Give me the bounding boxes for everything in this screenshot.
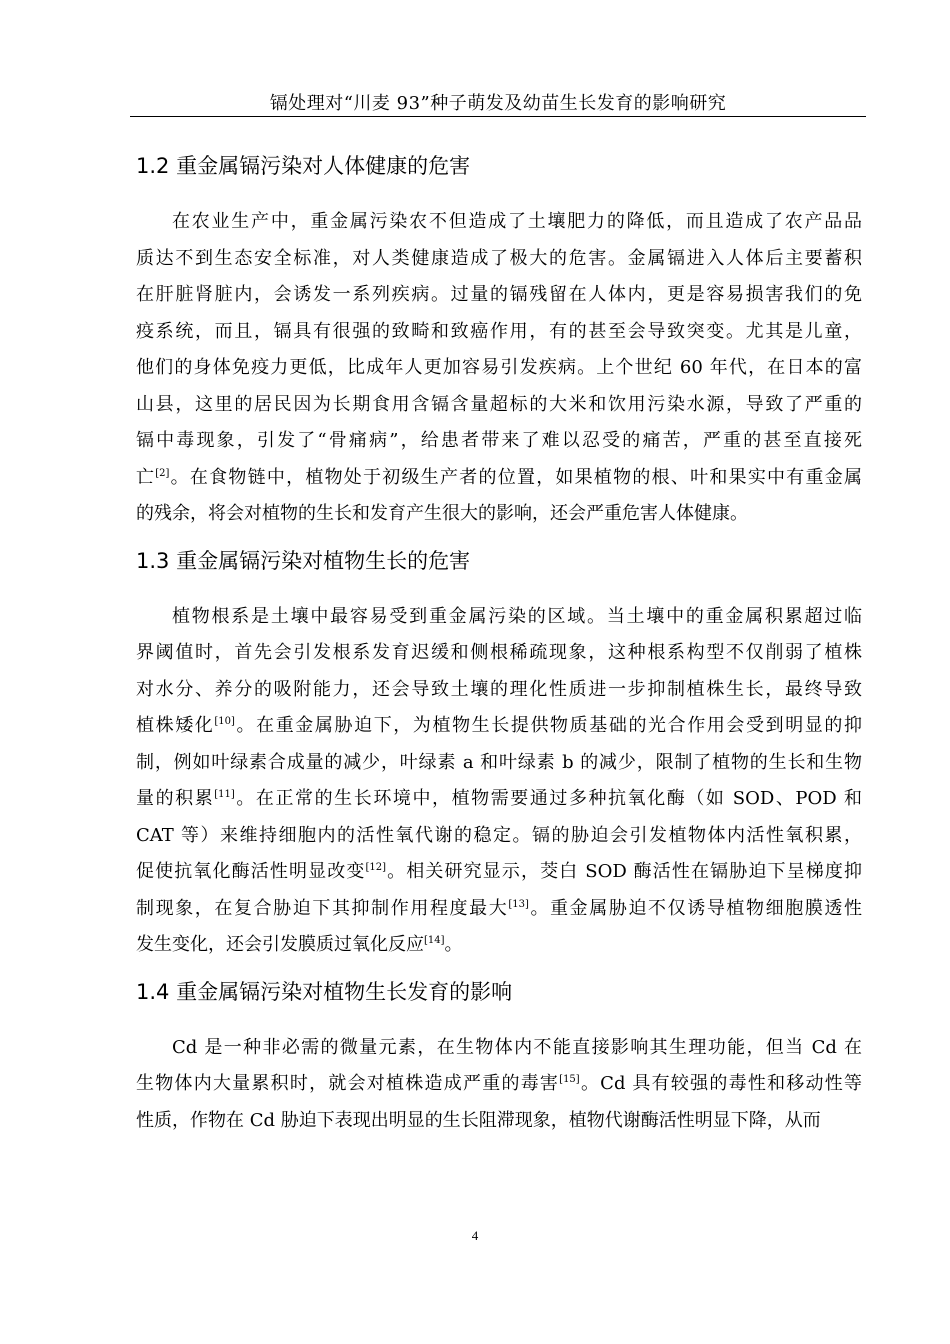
text-line — [136, 460, 862, 497]
text-line: 界阈值时，首先会引发根系发育迟缓和侧根稀疏现象，这种根系构型不仅削弱了植株 — [136, 642, 862, 663]
text-line: 质达不到生态安全标准，对人类健康造成了极大的危害。金属镉进入人体后主要蓄积 — [136, 247, 862, 269]
citation: [15] — [559, 1074, 580, 1085]
text-fragment: 促使抗氧化酶活性明显改变 — [136, 861, 366, 882]
page-number: 4 — [471, 1228, 479, 1243]
running-header: 镉处理对“川麦 93”种子萌发及幼苗生长发育的影响研究 — [269, 93, 727, 114]
citation: [10] — [214, 716, 235, 727]
text-line — [136, 708, 862, 745]
text-line: 对水分、养分的吸附能力，还会导致土壤的理化性质进一步抑制植株生长，最终导致 — [136, 678, 862, 700]
text-fragment: 量的积累 — [136, 788, 215, 809]
text-fragment: 。相关研究显示，茭白 SOD 酶活性在镉胁迫下呈梯度抑 — [386, 861, 862, 882]
text-fragment: 。在正常的生长环境中，植物需要通过多种抗氧化酶（如 SOD、POD 和 — [234, 788, 863, 809]
text-fragment: 。Cd 具有较强的毒性和移动性等 — [579, 1073, 863, 1094]
text-fragment: 生物体内大量累积时，就会对植株造成严重的毒害 — [136, 1073, 560, 1094]
text-fragment: 。在重金属胁迫下，为植物生长提供物质基础的光合作用会受到明显的抑 — [234, 715, 863, 736]
citation: [13] — [508, 898, 529, 910]
text-line: CAT 等）来维持细胞内的活性氧代谢的稳定。镉的胁迫会引发植物体内活性氧积累， — [136, 824, 862, 846]
text-fragment: 制现象，在复合胁迫下其抑制作用程度最大 — [136, 897, 509, 919]
text-line: 性质，作物在 Cd 胁迫下表现出明显的生长阻滞现象，植物代谢酶活性明显下降，从而 — [136, 1109, 821, 1131]
text-fragment: 植株矮化 — [136, 715, 215, 736]
text-line: 山县，这里的居民因为长期食用含镉含量超标的大米和饮用污染水源，导致了严重的 — [136, 393, 862, 415]
text-fragment: 。在食物链中，植物处于初级生产者的位置，如果植物的根、叶和果实中有重金属 — [169, 466, 863, 488]
text-line: 植物根系是土壤中最容易受到重金属污染的区域。当土壤中的重金属积累超过临 — [172, 605, 862, 627]
text-line: Cd 是一种非必需的微量元素，在生物体内不能直接影响其生理功能，但当 Cd 在 — [172, 1036, 862, 1058]
text-line — [136, 891, 862, 928]
section-heading: 1.2 重金属镉污染对人体健康的危害 — [136, 154, 471, 178]
text-line: 制，例如叶绿素合成量的减少，叶绿素 a 和叶绿素 b 的减少，限制了植物的生长和生物 — [136, 751, 862, 773]
citation: [11] — [214, 789, 235, 800]
text-line — [136, 781, 862, 818]
body-paragraph — [136, 585, 862, 968]
citation: [2] — [155, 467, 170, 479]
body-paragraph — [136, 190, 862, 537]
text-line — [136, 854, 862, 891]
section-heading: 1.4 重金属镉污染对植物生长发育的影响 — [136, 979, 513, 1004]
text-line — [136, 927, 862, 964]
header-rule — [130, 116, 866, 117]
text-line: 在农业生产中，重金属污染农不但造成了土壤肥力的降低，而且造成了农产品品 — [172, 211, 862, 232]
text-line: 的残余，将会对植物的生长和发育产生很大的影响，还会严重危害人体健康。 — [136, 503, 748, 524]
text-line: 疫系统，而且，镉具有很强的致畸和致癌作用，有的甚至会导致突变。尤其是儿童， — [136, 320, 862, 342]
text-line — [136, 1066, 862, 1103]
text-line: 镉中毒现象，引发了“骨痛病”，给患者带来了难以忍受的痛苦，严重的甚至直接死 — [136, 430, 862, 451]
body-content — [136, 142, 862, 1143]
body-paragraph — [136, 1016, 862, 1144]
text-line: 他们的身体免疫力更低，比成年人更加容易引发疾病。上个世纪 60 年代，在日本的富 — [136, 357, 862, 378]
citation: [14] — [424, 935, 445, 946]
text-fragment: 。 — [444, 934, 463, 955]
section-heading: 1.3 重金属镉污染对植物生长的危害 — [136, 548, 471, 573]
text-line: 在肝脏肾脏内，会诱发一系列疾病。过量的镉残留在人体内，更是容易损害我们的免 — [136, 284, 862, 305]
text-fragment: 。重金属胁迫不仅诱导植物细胞膜透性 — [528, 897, 863, 919]
text-fragment: 发生变化，还会引发膜质过氧化反应 — [136, 934, 424, 955]
text-fragment: 亡 — [136, 466, 156, 488]
citation: [12] — [365, 862, 387, 873]
